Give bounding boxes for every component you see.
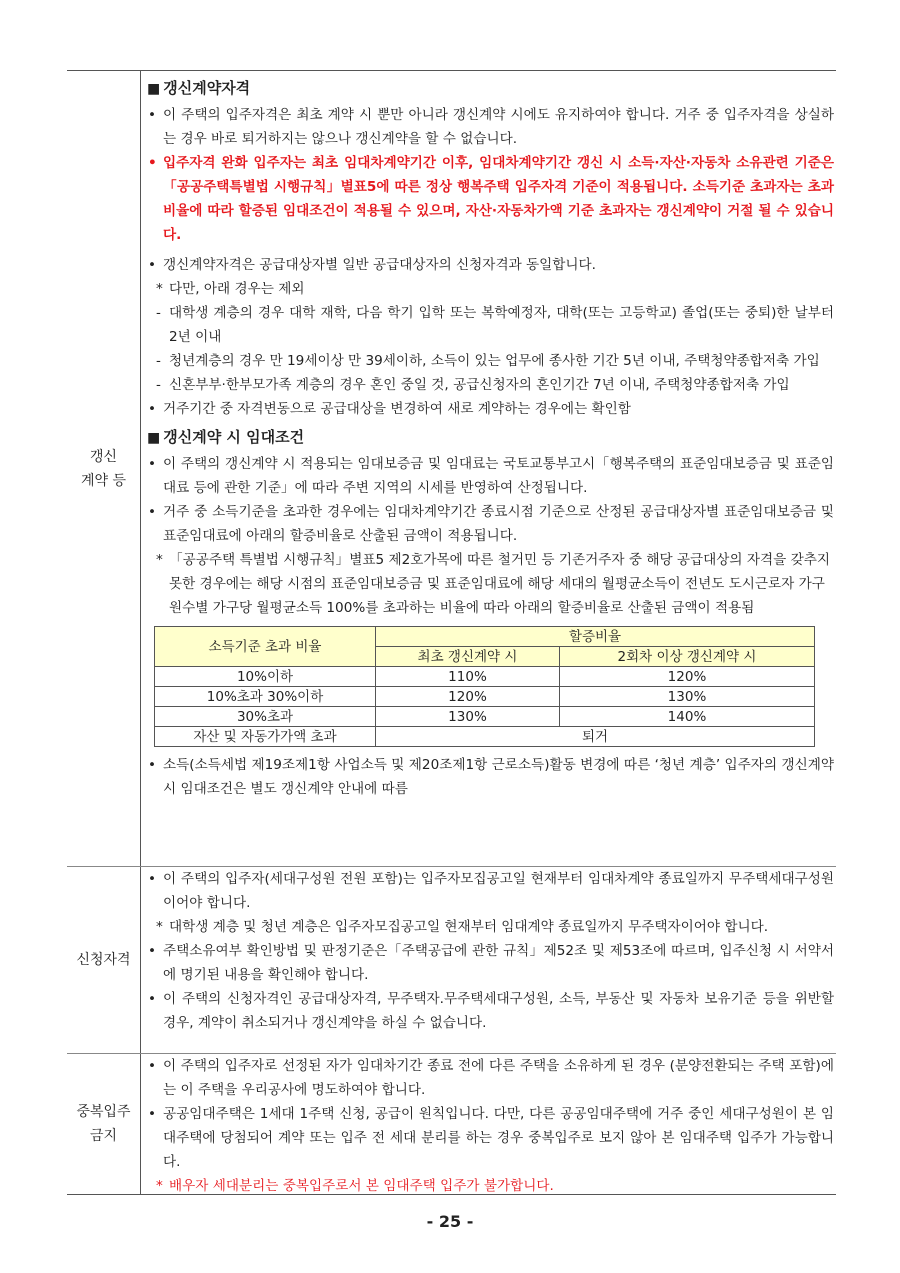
bullet-text: • 이 주택의 갱신계약 시 적용되는 임대보증금 및 임대료는 국토교통부고시「행복주택의 표준임대보증금 및 표준임대료 등에 관한 기준」에 따라 주변 지역의 시세를 반영하여 산정됩니다. xyxy=(147,452,834,500)
label-duplicate: 중복입주 금지 xyxy=(67,1054,141,1194)
red-asterisk-note: * 배우자 세대분리는 중복입주로서 본 임대주택 입주가 불가합니다. xyxy=(147,1174,834,1198)
table-header-surcharge: 할증비율 xyxy=(376,627,815,647)
label-renewal: 갱신 계약 등 xyxy=(67,71,141,866)
table-row: 30%초과 130% 140% xyxy=(155,707,815,727)
bullet-text: • 이 주택의 입주자격은 최초 계약 시 뿐만 아니라 갱신계약 시에도 유지하여야 합니다. 거주 중 입주자격을 상실하는 경우 바로 퇴거하지는 않으나 갱신계약을 할 수 없습니다. xyxy=(147,103,834,151)
bullet-text: • 거주기간 중 자격변동으로 공급대상을 변경하여 새로 계약하는 경우에는 확인함 xyxy=(147,397,834,421)
bullet-text: • 거주 중 소득기준을 초과한 경우에는 임대차계약기간 종료시점 기준으로 산정된 공급대상자별 표준임대보증금 및 표준임대료에 아래의 할증비율로 산출된 금액이 적용됩니다. xyxy=(147,500,834,548)
asterisk-note: * 다만, 아래 경우는 제외 xyxy=(147,277,834,301)
dash-item: - 청년계층의 경우 만 19세이상 만 39세이하, 소득이 있는 업무에 종사한 기간 5년 이내, 주택청약종합저축 가입 xyxy=(147,349,834,373)
bullet-text: • 소득(소득세법 제19조제1항 사업소득 및 제20조제1항 근로소득)활동 변경에 따른 ‘청년 계층’ 입주자의 갱신계약시 임대조건은 별도 갱신계약 안내에 따름 xyxy=(147,753,834,801)
asterisk-note: * 대학생 계층 및 청년 계층은 입주자모집공고일 현재부터 임대계약 종료일까지 무주택자이어야 합니다. xyxy=(147,915,834,939)
table-row: 자산 및 자동가가액 초과 퇴거 xyxy=(155,727,815,747)
bullet-text: • 공공임대주택은 1세대 1주택 신청, 공급이 원칙입니다. 다만, 다른 공공임대주택에 거주 중인 세대구성원이 본 임대주택에 당첨되어 계약 또는 입주 전 세대 분리를 하는 경우 중복입주로 보지 않아 본 임대주택 입주가 가능합니다. xyxy=(147,1102,834,1174)
table-header-income: 소득기준 초과 비율 xyxy=(155,627,376,667)
row-eligibility xyxy=(67,867,836,1054)
section-title-renewal-conditions: ■ 갱신계약 시 임대조건 xyxy=(147,428,305,446)
page-number: - 25 - xyxy=(426,1212,474,1231)
section-title-renewal-qualification: ■ 갱신계약자격 xyxy=(147,79,251,97)
surcharge-table xyxy=(154,626,815,747)
red-notice: • 입주자격 완화 입주자는 최초 임대차계약기간 이후, 임대차계약기간 갱신 시 소득·자산·자동차 소유관련 기준은「공공주택특별법 시행규칙」별표5에 따른 정상 행복주택 입주자격 기준이 적용됩니다. 소득기준 초과자는 초과 비율에 따라 할증된 임대조건이 적용될 수 있으며, 자산·자동차가액 기준 초과자는 갱신계약이 거절 될 수 있습니다. xyxy=(147,151,834,247)
dash-item: - 신혼부부·한부모가족 계층의 경우 혼인 중일 것, 공급신청자의 혼인기간 7년 이내, 주택청약종합저축 가입 xyxy=(147,373,834,397)
table-row: 10%초과 30%이하 120% 130% xyxy=(155,687,815,707)
label-eligibility: 신청자격 xyxy=(67,867,141,1053)
bullet-text: • 이 주택의 신청자격인 공급대상자격, 무주택자.무주택세대구성원, 소득, 부동산 및 자동차 보유기준 등을 위반할 경우, 계약이 취소되거나 갱신계약을 하실 수 없습니다. xyxy=(147,987,834,1035)
table-header-first: 최초 갱신계약 시 xyxy=(376,647,560,667)
table-row: 10%이하 110% 120% xyxy=(155,667,815,687)
square-bullet-icon: ■ xyxy=(147,81,161,97)
bullet-text: • 이 주택의 입주자로 선정된 자가 임대차기간 종료 전에 다른 주택을 소유하게 된 경우 (분양전환되는 주택 포함)에는 이 주택을 우리공사에 명도하여야 합니다. xyxy=(147,1054,834,1102)
table-header-second: 2회차 이상 갱신계약 시 xyxy=(559,647,814,667)
bullet-text: • 갱신계약자격은 공급대상자별 일반 공급대상자의 신청자격과 동일합니다. xyxy=(147,253,834,277)
row-duplicate xyxy=(67,1054,836,1194)
square-bullet-icon: ■ xyxy=(147,430,161,446)
row-renewal xyxy=(67,71,836,867)
bullet-text: • 주택소유여부 확인방법 및 판정기준은「주택공급에 관한 규칙」제52조 및 제53조에 따르며, 입주신청 시 서약서에 명기된 내용을 확인해야 합니다. xyxy=(147,939,834,987)
document-table xyxy=(67,70,836,1195)
content-duplicate xyxy=(141,1054,836,1194)
content-eligibility xyxy=(141,867,836,1053)
content-renewal xyxy=(141,71,836,866)
asterisk-note: * 「공공주택 특별법 시행규칙」별표5 제2호가목에 따른 철거민 등 기존거주자 중 해당 공급대상의 자격을 갖추지 못한 경우에는 해당 시점의 표준임대보증금 및 표준임대료에 해당 세대의 월평균소득이 전년도 도시근로자 가구원수별 가구당 월평균소득 100%를 초과하는 비율에 따라 아래의 할증비율로 산출된 금액이 적용됨 xyxy=(147,548,834,620)
bullet-text: • 이 주택의 입주자(세대구성원 전원 포함)는 입주자모집공고일 현재부터 임대차계약 종료일까지 무주택세대구성원이어야 합니다. xyxy=(147,867,834,915)
dash-item: - 대학생 계층의 경우 대학 재학, 다음 학기 입학 또는 복학예정자, 대학(또는 고등학교) 졸업(또는 중퇴)한 날부터 2년 이내 xyxy=(147,301,834,349)
